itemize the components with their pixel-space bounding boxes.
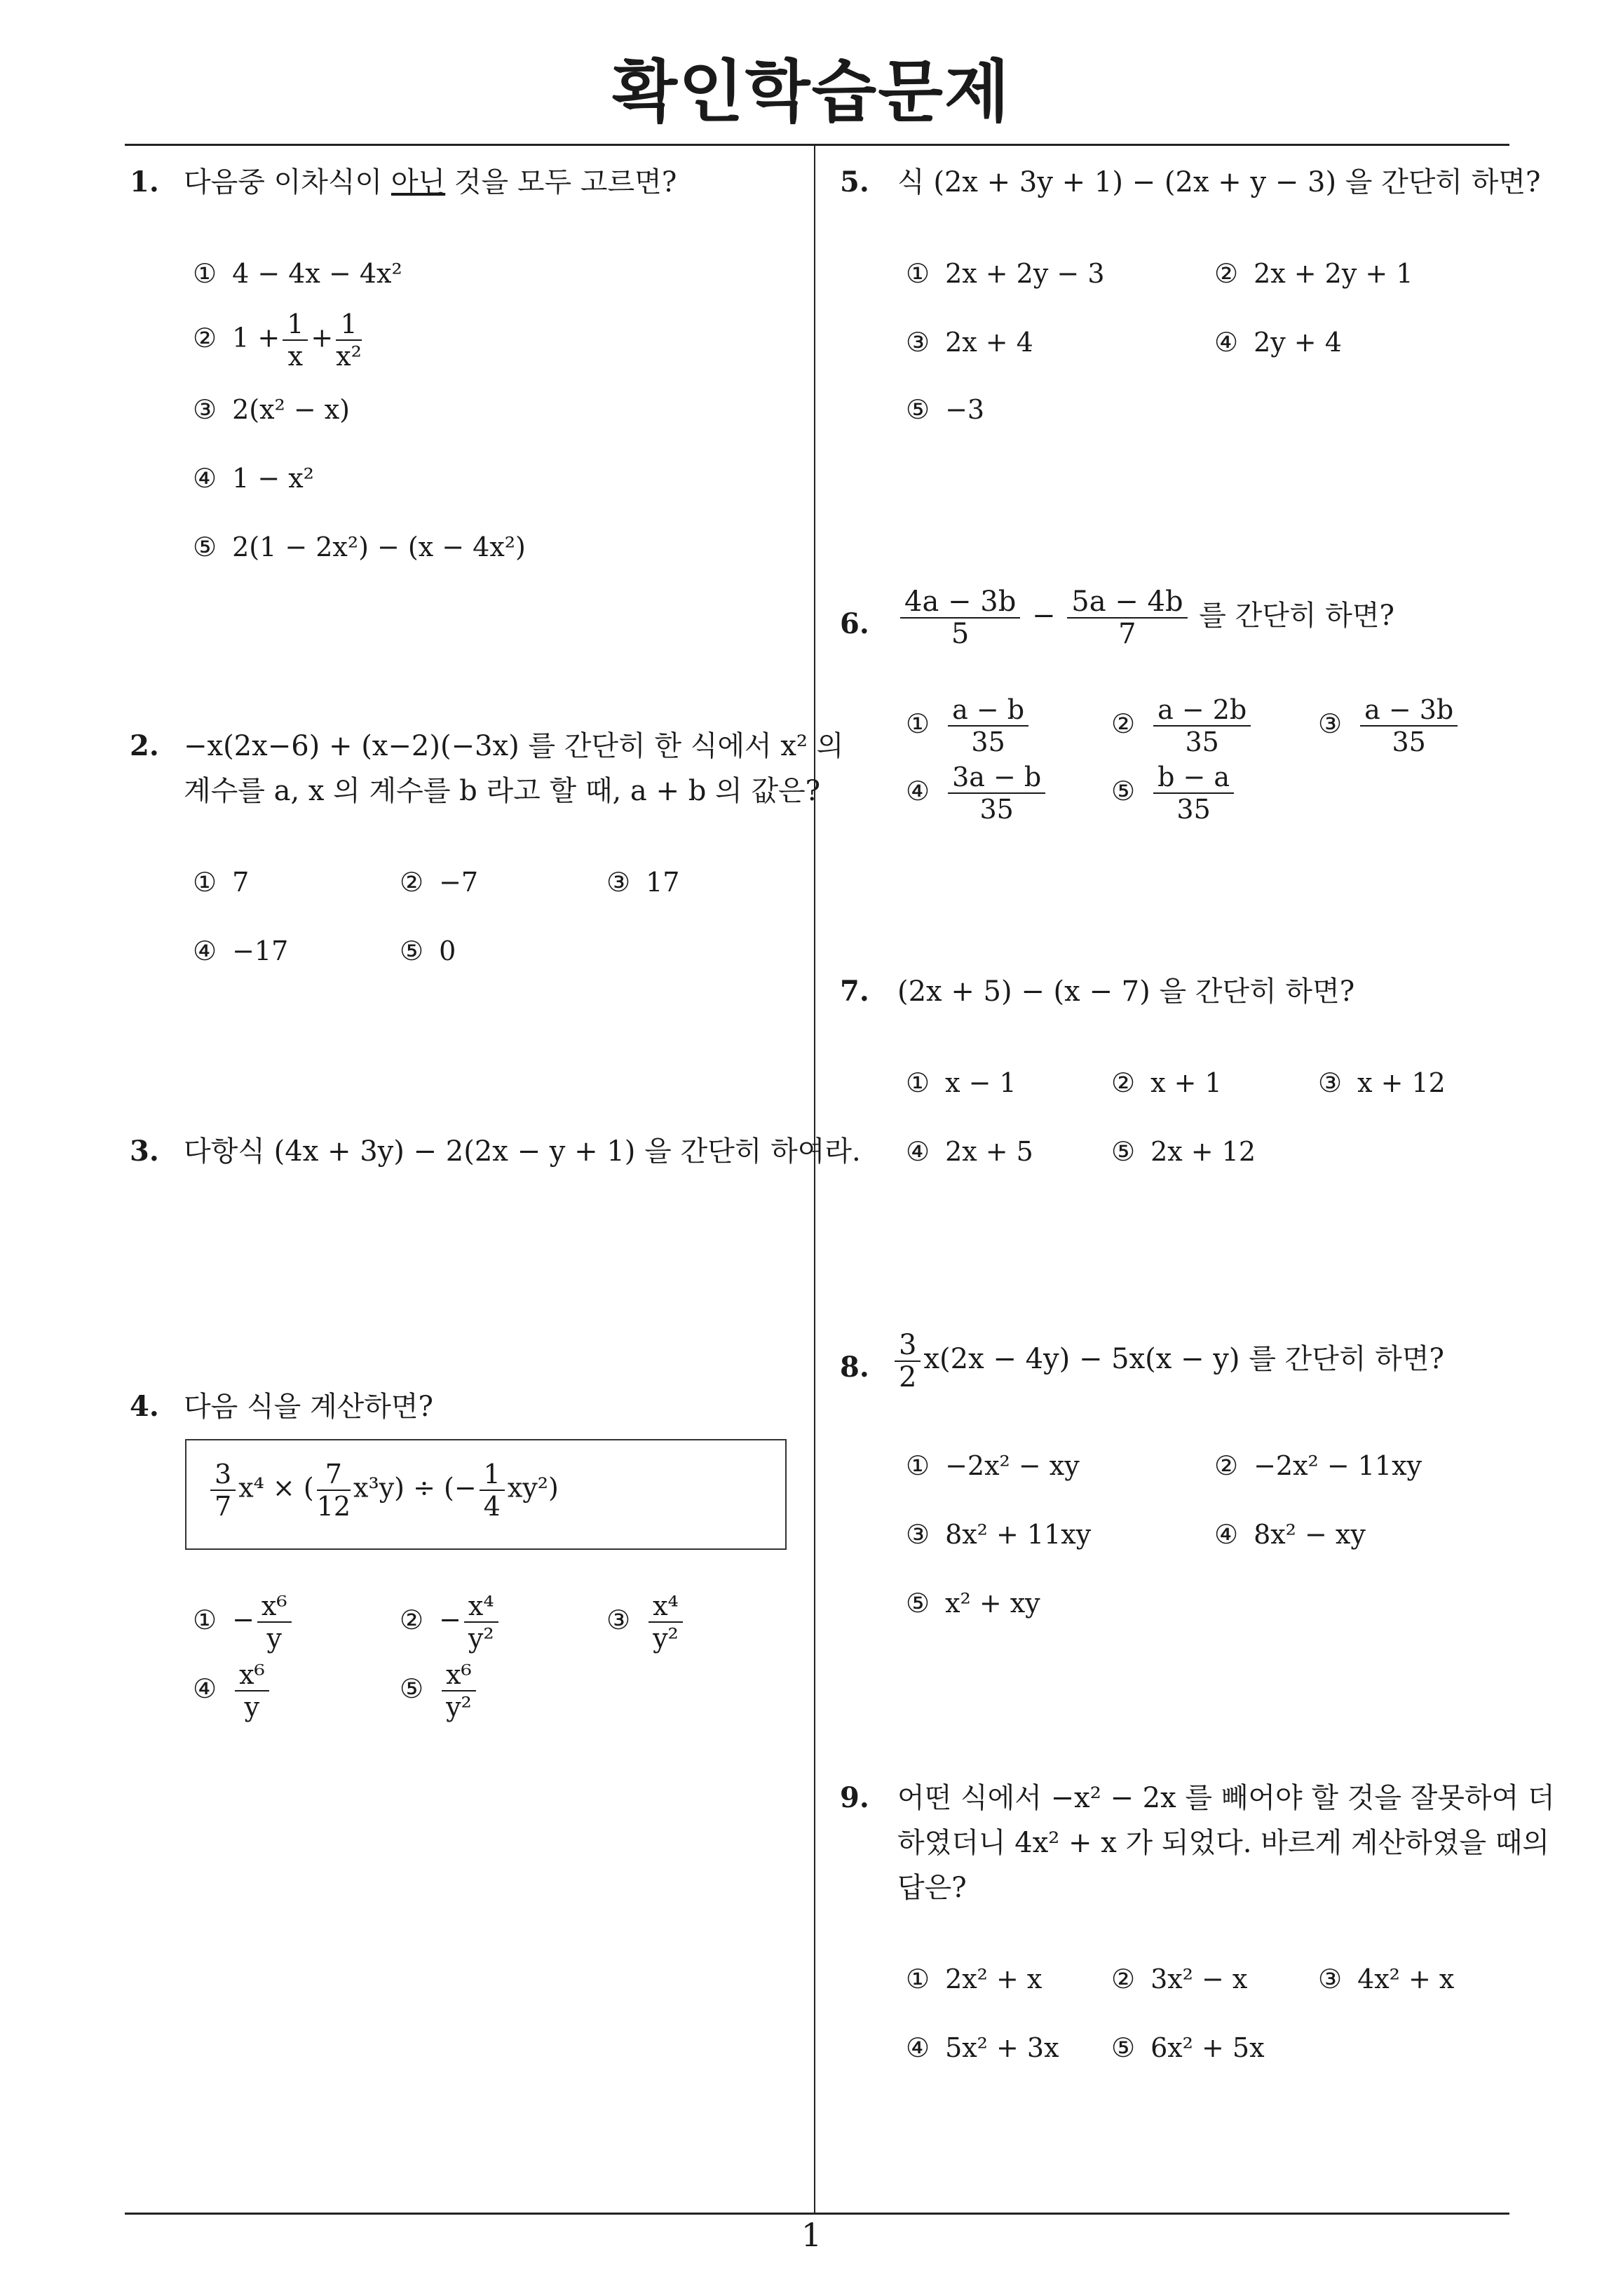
question-9-number: 9. [840,1781,869,1814]
fraction [235,1659,269,1722]
sign: − [439,1604,461,1635]
fraction [464,1591,498,1654]
numerator: a − 3b [1360,694,1458,727]
denominator: 35 [1185,727,1219,757]
formula-part: x³y) ÷ (− [353,1472,477,1504]
question-5-option-5[interactable] [906,394,984,425]
denominator: 7 [1118,618,1136,650]
fraction [210,1459,236,1522]
numerator: 3 [210,1459,236,1491]
question-9-option-3[interactable] [1318,1964,1454,1994]
question-9-line-2: 하였더니 4x² + x 가 되었다. 바르게 계산하였을 때의 [897,1827,1550,1859]
question-9-option-5[interactable] [1111,2032,1265,2063]
numerator: 7 [317,1459,351,1491]
option-text: 2(x² − x) [232,394,350,425]
question-6-option-5[interactable] [1111,762,1237,825]
mark-4: ④ [906,1136,930,1167]
numerator: 1 [480,1459,505,1491]
mark-2: ② [193,322,217,353]
mark-2: ② [1214,258,1239,289]
denominator: 7 [215,1491,232,1522]
question-2-option-4[interactable] [193,936,288,966]
option-text: 2y + 4 [1254,327,1342,358]
denominator: 12 [316,1491,351,1522]
question-7-option-2[interactable] [1111,1067,1222,1098]
fraction [1153,762,1234,825]
mark-3: ③ [606,867,631,898]
question-7-option-4[interactable] [906,1136,1033,1167]
mark-3: ③ [906,1519,930,1550]
denominator: y [244,1691,260,1722]
question-1-option-5[interactable] [193,532,526,562]
question-1-option-2[interactable] [193,309,365,372]
fraction [283,309,308,372]
option-text: 2x + 12 [1150,1136,1256,1167]
denominator: 35 [1392,727,1426,757]
question-4-option-1[interactable] [193,1591,294,1654]
option-text: x − 1 [945,1067,1017,1098]
fraction [317,1459,351,1522]
mark-2: ② [1111,1067,1136,1098]
question-6-text [897,586,1394,649]
mark-4: ④ [193,1673,217,1704]
numerator: x⁶ [442,1659,476,1691]
mark-4: ④ [193,936,217,966]
numerator: x⁴ [648,1591,683,1623]
option-text: 2(1 − 2x²) − (x − 4x²) [232,532,526,562]
mark-1: ① [906,1067,930,1098]
option-text: 6x² + 5x [1150,2032,1265,2063]
numerator: x⁶ [257,1591,292,1623]
question-8-option-5[interactable] [906,1588,1040,1619]
question-1-option-3[interactable] [193,394,350,425]
question-3-text: 다항식 (4x + 3y) − 2(2x − y + 1) 을 간단히 하여라. [184,1135,861,1168]
page-number: 1 [801,2216,822,2254]
question-6-option-3[interactable] [1318,694,1460,757]
option-text: 4x² + x [1357,1964,1455,1994]
option-text: 2x + 4 [945,327,1033,358]
numerator: 1 [283,309,308,341]
question-7-text: (2x + 5) − (x − 7) 을 간단히 하면? [897,975,1355,1008]
question-2-option-2[interactable] [400,867,478,898]
question-3-number: 3. [130,1135,159,1168]
page-title: 확인학습문제 [612,53,1011,131]
question-4-option-3[interactable] [606,1591,686,1654]
question-2-option-1[interactable] [193,867,249,898]
denominator: y² [468,1623,494,1654]
option-text: 1 + [232,322,280,353]
question-2-line-1: −x(2x−6) + (x−2)(−3x) 를 간단히 한 식에서 x² 의 [184,730,844,762]
mark-5: ⑤ [400,936,424,966]
column-divider [814,146,815,2215]
denominator: y² [446,1691,472,1722]
mark-1: ① [193,258,217,289]
mark-2: ② [1111,1964,1136,1994]
denominator: y² [653,1623,679,1654]
option-text: 17 [646,867,680,898]
mark-3: ③ [1318,1964,1343,1994]
mark-4: ④ [1214,1519,1239,1550]
question-5-option-2[interactable] [1214,258,1413,289]
formula-part: xy²) [507,1472,559,1504]
question-7-number: 7. [840,975,869,1008]
option-text: −3 [945,394,985,425]
fraction [442,1659,476,1722]
numerator: 4a − 3b [900,586,1020,619]
sign: − [232,1604,254,1635]
question-1-option-4[interactable] [193,463,314,494]
mark-4: ④ [193,463,217,494]
question-4-number: 4. [130,1390,159,1423]
denominator: 35 [979,794,1014,825]
numerator: b − a [1153,762,1234,794]
mark-2: ② [400,1604,424,1635]
option-text: 3x² − x [1150,1964,1248,1994]
mark-5: ⑤ [193,532,217,562]
question-6-option-4[interactable] [906,762,1048,825]
question-7-option-5[interactable] [1111,1136,1256,1167]
formula-part: x⁴ × ( [238,1472,314,1504]
question-1-underlined: 아닌 [391,166,446,198]
denominator: x² [336,341,362,372]
option-text: 8x² + 11xy [945,1519,1092,1550]
option-text: 8x² − xy [1254,1519,1366,1550]
question-8-option-1[interactable] [906,1450,1080,1481]
fraction [1360,694,1458,757]
header-rule [125,144,1509,146]
mark-1: ① [906,1964,930,1994]
option-text: −2x² − xy [945,1450,1080,1481]
fraction [1153,694,1251,757]
question-9-line-3: 답은? [897,1872,967,1904]
numerator: a − b [948,694,1028,727]
question-6-tail: 를 간단히 하면? [1199,600,1394,632]
question-9-option-4[interactable] [906,2032,1059,2063]
numerator: x⁶ [235,1659,269,1691]
question-4-option-4[interactable] [193,1659,272,1722]
question-5-option-1[interactable] [906,258,1105,289]
option-text: 4 − 4x − 4x² [232,258,402,289]
question-1-number: 1. [130,166,159,198]
numerator: 3a − b [948,762,1045,794]
mark-4: ④ [906,775,930,806]
question-1-text [184,160,677,205]
denominator: 4 [483,1491,501,1522]
numerator: 1 [336,309,362,341]
option-text: x² + xy [945,1588,1040,1619]
question-4-text: 다음 식을 계산하면? [184,1391,433,1423]
denominator: 5 [951,618,970,650]
question-5-option-3[interactable] [906,327,1033,358]
mark-3: ③ [1318,708,1343,739]
mark-5: ⑤ [906,394,930,425]
mark-2: ② [1111,708,1136,739]
mark-1: ① [193,867,217,898]
question-8-tail: x(2x − 4y) − 5x(x − y) 를 간단히 하면? [923,1343,1444,1375]
mark-3: ③ [606,1604,631,1635]
question-8-number: 8. [840,1351,869,1384]
question-8-option-4[interactable] [1214,1519,1366,1550]
mark-2: ② [400,867,424,898]
fraction [948,694,1028,757]
denominator: x [287,341,303,372]
denominator: 35 [971,727,1005,757]
denominator: y [266,1623,282,1654]
fraction [948,762,1045,825]
mark-3: ③ [906,327,930,358]
question-2-option-5[interactable] [400,936,456,966]
footer-rule [125,2213,1509,2215]
mark-5: ⑤ [1111,775,1136,806]
denominator: 35 [1176,794,1211,825]
mark-5: ⑤ [906,1588,930,1619]
question-4-option-5[interactable] [400,1659,479,1722]
denominator: 2 [899,1361,917,1393]
mark-5: ⑤ [1111,1136,1136,1167]
mark-5: ⑤ [400,1673,424,1704]
option-text: 2x² + x [945,1964,1043,1994]
question-8-option-3[interactable] [906,1519,1091,1550]
question-9-text [897,1776,1555,1910]
fraction [1067,586,1187,649]
option-text: 0 [439,936,456,966]
question-2-text [184,724,843,813]
option-text: 7 [232,867,250,898]
question-1-text-b: 것을 모두 고르면? [445,166,677,198]
mark-4: ④ [906,2032,930,2063]
fraction [648,1591,683,1654]
option-text: 2x + 2y + 1 [1254,258,1413,289]
fraction [480,1459,505,1522]
question-6-number: 6. [840,607,869,640]
question-9-option-1[interactable] [906,1964,1042,1994]
mark-1: ① [193,1604,217,1635]
question-2-option-3[interactable] [606,867,679,898]
question-5-option-4[interactable] [1214,327,1342,358]
option-text: x + 1 [1150,1067,1222,1098]
mark-1: ① [906,708,930,739]
numerator: x⁴ [464,1591,498,1623]
fraction [895,1330,921,1393]
question-9-option-2[interactable] [1111,1964,1247,1994]
question-1-text-a: 다음중 이차식이 [184,166,391,198]
mark-3: ③ [1318,1067,1343,1098]
mark-1: ① [906,1450,930,1481]
fraction [257,1591,292,1654]
mark-3: ③ [193,394,217,425]
option-text: −2x² − 11xy [1254,1450,1422,1481]
mark-5: ⑤ [1111,2032,1136,2063]
question-8-text [892,1330,1444,1393]
question-5-number: 5. [840,166,869,198]
question-1-option-1[interactable] [193,258,402,289]
question-2-number: 2. [130,729,159,762]
option-text: 2x + 5 [945,1136,1033,1167]
question-9-line-1: 어떤 식에서 −x² − 2x 를 빼어야 할 것을 잘못하여 더 [897,1782,1555,1814]
operator: − [1032,600,1056,632]
option-text: + [311,322,334,353]
numerator: 5a − 4b [1067,586,1187,619]
question-7-option-1[interactable] [906,1067,1017,1098]
question-4-formula [208,1459,559,1522]
mark-2: ② [1214,1450,1239,1481]
question-6-option-2[interactable] [1111,694,1254,757]
question-5-text: 식 (2x + 3y + 1) − (2x + y − 3) 을 간단히 하면? [897,166,1541,198]
question-8-option-2[interactable] [1214,1450,1422,1481]
fraction [900,586,1020,649]
option-text: −7 [439,867,479,898]
option-text: 1 − x² [232,463,314,494]
option-text: 2x + 2y − 3 [945,258,1105,289]
numerator: a − 2b [1153,694,1251,727]
option-text: −17 [232,936,289,966]
question-4-option-2[interactable] [400,1591,501,1654]
mark-4: ④ [1214,327,1239,358]
option-text: x + 12 [1357,1067,1446,1098]
numerator: 3 [895,1330,921,1362]
mark-1: ① [906,258,930,289]
question-7-option-3[interactable] [1318,1067,1446,1098]
option-text: 5x² + 3x [945,2032,1059,2063]
question-2-line-2: 계수를 a, x 의 계수를 b 라고 할 때, a + b 의 값은? [184,775,821,807]
question-6-option-1[interactable] [906,694,1031,757]
fraction [336,309,362,372]
